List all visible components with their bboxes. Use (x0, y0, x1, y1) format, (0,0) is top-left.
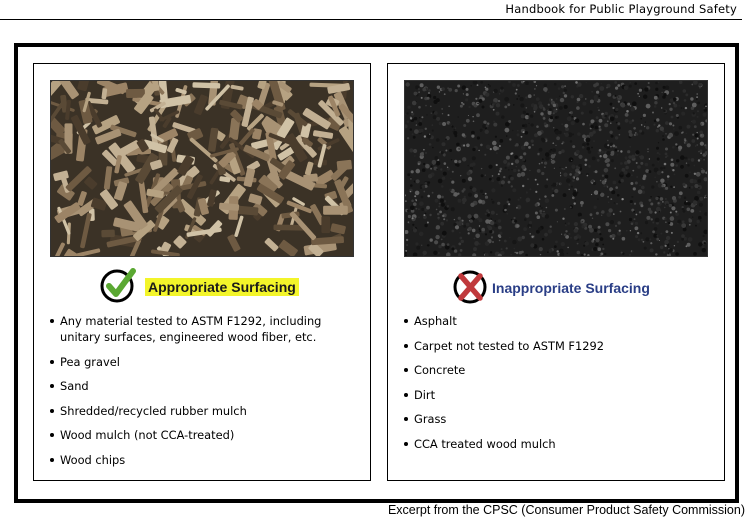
header-rule (0, 19, 742, 20)
header-title: Handbook for Public Playground Safety (505, 2, 737, 16)
list-item: Shredded/recycled rubber mulch (50, 403, 350, 419)
bullet (404, 319, 408, 323)
list-item: Wood chips (50, 452, 350, 468)
inappropriate-panel (387, 63, 725, 481)
list-item: CCA treated wood mulch (404, 436, 704, 452)
bullet (404, 417, 408, 421)
asphalt-photo (404, 80, 708, 257)
appropriate-panel (33, 63, 371, 481)
bullet (50, 360, 54, 364)
bullet (50, 409, 54, 413)
inappropriate-heading: Inappropriate Surfacing (492, 280, 650, 296)
list-item: Concrete (404, 362, 704, 378)
list-item: Carpet not tested to ASTM F1292 (404, 338, 704, 354)
bullet (50, 384, 54, 388)
list-item: Asphalt (404, 313, 704, 329)
appropriate-heading-row (34, 266, 370, 306)
x-icon (451, 266, 489, 304)
list-item: Wood mulch (not CCA-treated) (50, 427, 350, 443)
bullet (404, 393, 408, 397)
bullet (50, 458, 54, 462)
inappropriate-heading-row (388, 266, 724, 306)
appropriate-list (50, 313, 350, 476)
list-item: Sand (50, 378, 350, 394)
bullet (50, 319, 54, 323)
source-note: Excerpt from the CPSC (Consumer Product Safety Commission) (387, 503, 745, 517)
check-icon (100, 266, 138, 304)
list-item: Grass (404, 411, 704, 427)
list-item: Any material tested to ASTM F1292, including unitary surfaces, engineered wood fiber, etc. (50, 313, 350, 345)
bullet (404, 442, 408, 446)
bullet (404, 368, 408, 372)
inappropriate-list (404, 313, 704, 460)
list-item: Pea gravel (50, 354, 350, 370)
list-item: Dirt (404, 387, 704, 403)
bullet (404, 344, 408, 348)
bullet (50, 433, 54, 437)
appropriate-heading: Appropriate Surfacing (145, 278, 299, 296)
wood-chips-photo (50, 80, 354, 257)
